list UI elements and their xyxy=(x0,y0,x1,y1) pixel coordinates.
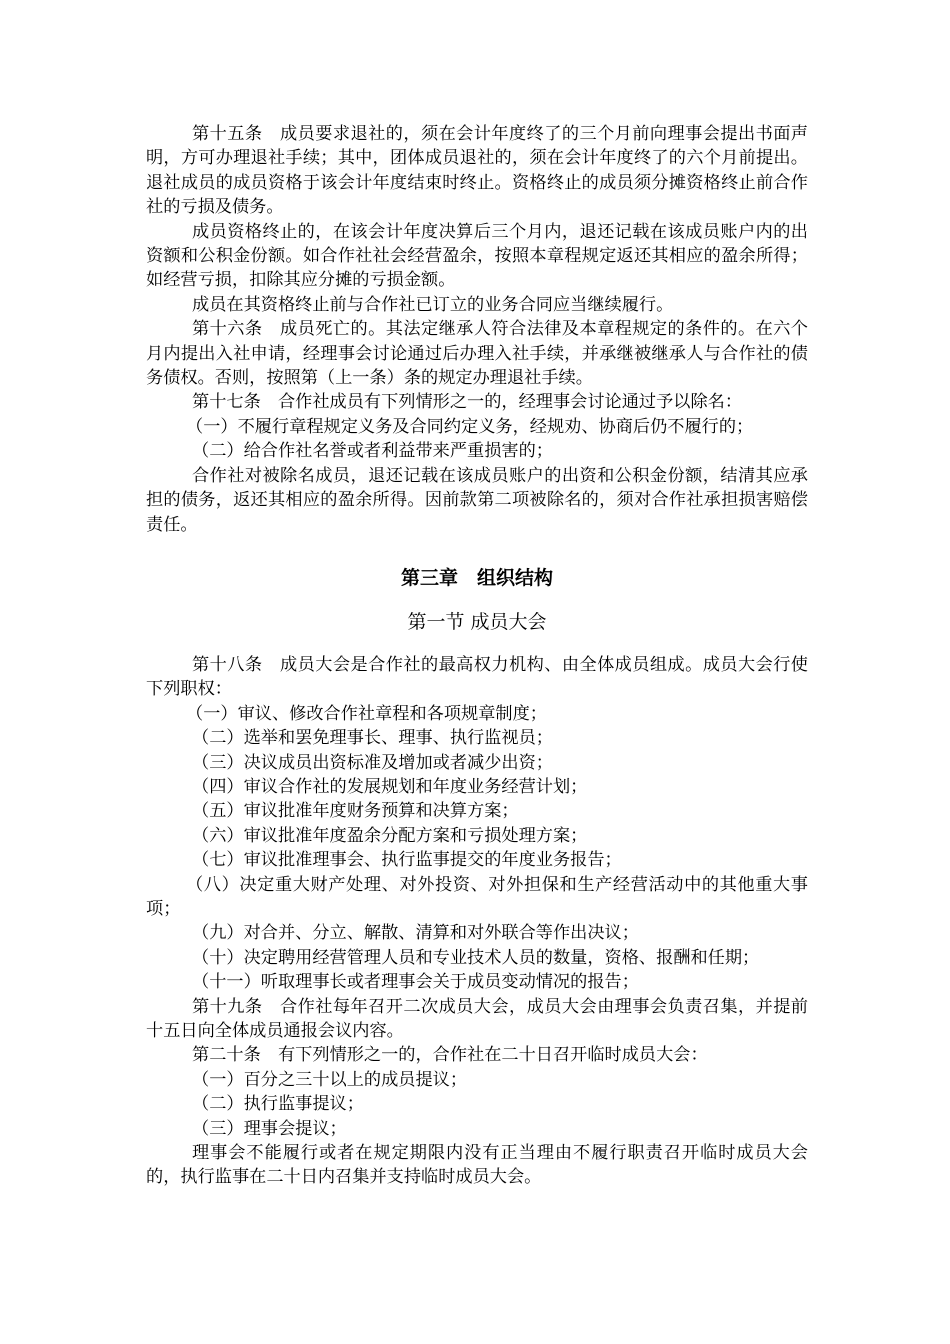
article-18-item-7: （七）审议批准理事会、执行监事提交的年度业务报告； xyxy=(192,850,622,871)
article-20-item-2: （二）执行监事提议； xyxy=(192,1094,364,1115)
article-18-item-9: （九）对合并、分立、解散、清算和对外联合等作出决议； xyxy=(192,923,639,944)
article-18-item-5: （五）审议批准年度财务预算和决算方案； xyxy=(192,801,519,822)
article-18-item-6: （六）审议批准年度盈余分配方案和亏损处理方案； xyxy=(192,825,588,846)
document-page xyxy=(146,122,808,1190)
article-20-item-1: （一）百分之三十以上的成员提议； xyxy=(192,1069,468,1090)
article-16-paragraph: 第十六条 成员死亡的。其法定继承人符合法律及本章程规定的条件的。在六个月内提出入社申请，经理事会讨论通过后办理入社手续，并承继被继承人与合作社的债务债权。否则，按照第（上一条）条的规定办理退社手续。 xyxy=(146,319,808,389)
article-18-item-4: （四）审议合作社的发展规划和年度业务经营计划； xyxy=(192,776,588,797)
interim-meeting-paragraph: 理事会不能履行或者在规定期限内没有正当理由不履行职责召开临时成员大会的，执行监事在二十日内召集并支持临时成员大会。 xyxy=(146,1143,808,1188)
article-17-item-1: （一）不履行章程规定义务及合同约定义务，经规劝、协商后仍不履行的； xyxy=(186,416,754,437)
chapter-title: 第三章 组织结构 xyxy=(400,566,553,589)
article-18-item-11: （十一）听取理事长或者理事会关于成员变动情况的报告； xyxy=(192,972,639,993)
contract-continuation-paragraph: 成员在其资格终止前与合作社已订立的业务合同应当继续履行。 xyxy=(192,294,674,315)
article-20-item-3: （三）理事会提议； xyxy=(192,1118,347,1139)
article-18-item-10: （十）决定聘用经营管理人员和专业技术人员的数量，资格、报酬和任期； xyxy=(192,947,760,968)
article-19-paragraph: 第十九条 合作社每年召开二次成员大会，成员大会由理事会负责召集，并提前十五日向全体成员通报会议内容。 xyxy=(146,996,808,1041)
qualification-termination-paragraph: 成员资格终止的，在该会计年度决算后三个月内，退还记载在该成员账户内的出资额和公积金份额。如合作社社会经营盈余，按照本章程规定返还其相应的盈余所得；如经营亏损，扣除其应分摊的亏损金额。 xyxy=(146,221,808,291)
article-18-item-1: （一）审议、修改合作社章程和各项规章制度； xyxy=(186,703,547,724)
article-15-paragraph: 第十五条 成员要求退社的，须在会计年度终了的三个月前向理事会提出书面声明，方可办理退社手续；其中，团体成员退社的，须在会计年度终了的六个月前提出。退社成员的成员资格于该会计年度结束时终止。资格终止的成员须分摊资格终止前合作社的亏损及债务。 xyxy=(146,124,808,218)
section-title: 第一节 成员大会 xyxy=(407,610,547,633)
article-18-item-2: （二）选举和罢免理事长、理事、执行监视员； xyxy=(192,728,553,749)
expulsion-refund-paragraph: 合作社对被除名成员，退还记载在该成员账户的出资和公积金份额，结清其应承担的债务，返还其相应的盈余所得。因前款第二项被除名的，须对合作社承担损害赔偿责任。 xyxy=(146,465,808,535)
article-18-item-3: （三）决议成员出资标准及增加或者减少出资； xyxy=(192,752,553,773)
article-20-paragraph: 第二十条 有下列情形之一的，合作社在二十日召开临时成员大会： xyxy=(192,1045,708,1066)
article-18-paragraph: 第十八条 成员大会是合作社的最高权力机构、由全体成员组成。成员大会行使下列职权： xyxy=(146,654,808,700)
article-17-paragraph: 第十七条 合作社成员有下列情形之一的，经理事会讨论通过予以除名： xyxy=(192,392,743,413)
article-18-item-8: （八）决定重大财产处理、对外投资、对外担保和生产经营活动中的其他重大事项； xyxy=(146,874,808,919)
article-17-item-2: （二）给合作社名誉或者利益带来严重损害的； xyxy=(192,441,553,462)
